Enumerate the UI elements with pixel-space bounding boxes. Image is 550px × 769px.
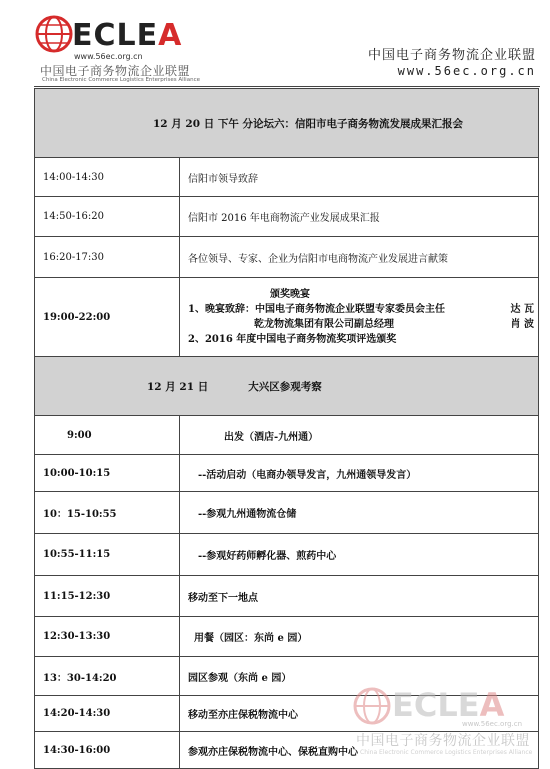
logo-chinese-name: 中国电子商务物流企业联盟 — [40, 64, 191, 78]
time-cell: 9:00 — [35, 416, 180, 455]
time-cell: 10:00-10:15 — [35, 455, 180, 492]
table-row — [35, 534, 539, 576]
watermark-english-name: China Electronic Commerce Logistics Enterprises Alliance — [360, 749, 533, 756]
time-cell: 13：30-14:20 — [35, 657, 180, 696]
globe-logo-icon — [34, 14, 74, 54]
schedule-table — [34, 88, 539, 769]
watermark-url: www.56ec.org.cn — [462, 720, 523, 728]
speaker-name: 达 瓦 — [510, 304, 534, 315]
logo-wordmark: ECLEA — [72, 18, 183, 53]
speaker-name: 肖 波 — [510, 319, 534, 330]
activity-cell: 移动至下一地点 — [180, 576, 539, 617]
header-divider — [34, 86, 540, 87]
activity-cell: 各位领导、专家、企业为信阳市电商物流产业发展进言献策 — [180, 237, 539, 278]
org-url: www.56ec.org.cn — [397, 64, 536, 78]
evening-activity-cell — [180, 278, 539, 357]
time-cell: 14:20-14:30 — [35, 696, 180, 732]
table-row — [35, 416, 539, 455]
table-row — [35, 576, 539, 617]
activity-cell: 出发（酒店-九州通） — [180, 416, 539, 455]
activity-cell: --活动启动（电商办领导发言，九州通领导发言） — [180, 455, 539, 492]
table-row — [35, 455, 539, 492]
table-row-evening — [35, 278, 539, 357]
time-cell: 16:20-17:30 — [35, 237, 180, 278]
alliance-logo — [34, 14, 204, 84]
section-title: 12 月 21 日 大兴区参观考察 — [147, 380, 322, 393]
activity-cell: --参观好药师孵化器、煎药中心 — [180, 534, 539, 576]
section-header-day2 — [35, 357, 539, 416]
logo-english-name: China Electronic Commerce Logistics Enterprises Alliance — [42, 77, 200, 83]
table-row — [35, 158, 539, 197]
activity-cell: 用餐（园区：东尚 e 园） — [180, 617, 539, 657]
logo-url: www.56ec.org.cn — [74, 52, 143, 61]
time-cell: 19:00-22:00 — [35, 278, 180, 357]
section-header-day1 — [35, 89, 539, 158]
evening-line-1: 1、晚宴致辞：中国电子商务物流企业联盟专家委员会主任 达 瓦 — [188, 304, 534, 315]
time-cell: 12:30-13:30 — [35, 617, 180, 657]
watermark-wordmark: ECLEA — [392, 686, 505, 724]
evening-heading: 颁奖晚宴 — [270, 289, 310, 300]
section-title: 12 月 20 日 下午 分论坛六：信阳市电子商务物流发展成果汇报会 — [153, 117, 464, 130]
time-cell: 10:55-11:15 — [35, 534, 180, 576]
table-row — [35, 617, 539, 657]
table-row — [35, 492, 539, 534]
time-cell: 14:30-16:00 — [35, 732, 180, 769]
activity-cell: 信阳市领导致辞 — [180, 158, 539, 197]
activity-cell: 信阳市 2016 年电商物流产业发展成果汇报 — [180, 197, 539, 237]
table-row — [35, 696, 539, 732]
activity-cell: 园区参观（东尚 e 园） — [180, 657, 539, 696]
time-cell: 10：15-10:55 — [35, 492, 180, 534]
time-cell: 14:00-14:30 — [35, 158, 180, 197]
time-cell: 11:15-12:30 — [35, 576, 180, 617]
watermark-chinese-name: 中国电子商务物流企业联盟 — [356, 733, 530, 749]
table-row — [35, 237, 539, 278]
time-cell: 14:50-16:20 — [35, 197, 180, 237]
evening-line-2: 乾龙物流集团有限公司副总经理 肖 波 — [254, 319, 534, 330]
table-row — [35, 657, 539, 696]
activity-cell: --参观九州通物流仓储 — [180, 492, 539, 534]
activity-cell: 移动至亦庄保税物流中心 — [180, 696, 539, 732]
activity-cell: 参观亦庄保税物流中心、保税直购中心 — [180, 732, 539, 769]
evening-line-3: 2、2016 年度中国电子商务物流奖项评选颁奖 — [188, 334, 397, 345]
table-row — [35, 197, 539, 237]
org-name: 中国电子商务物流企业联盟 — [367, 48, 536, 63]
